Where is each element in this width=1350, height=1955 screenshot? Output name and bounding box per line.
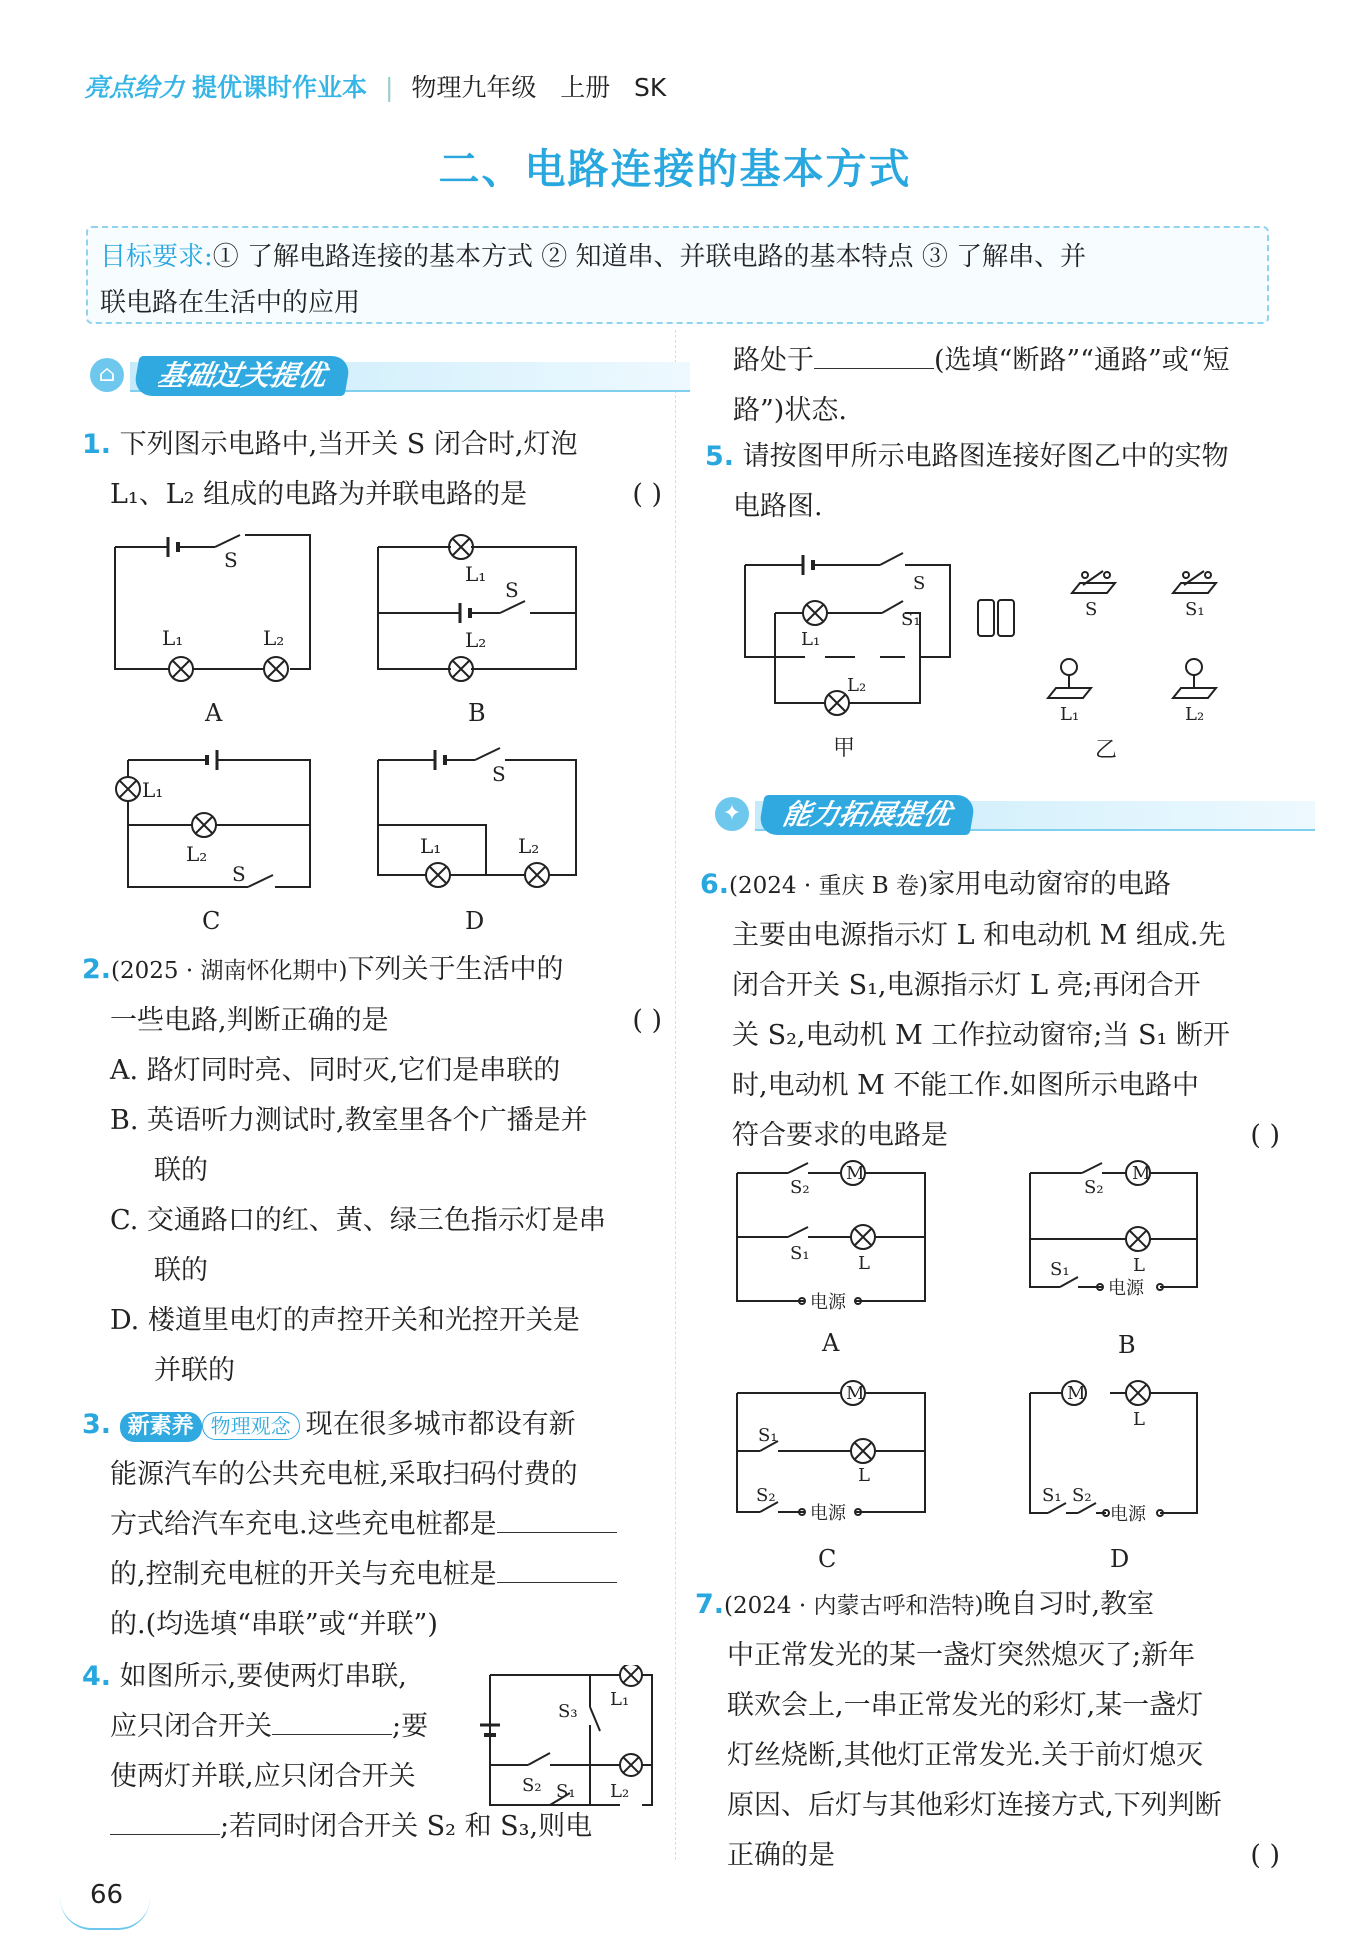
option-text-cont: 并联的 [154,1355,235,1386]
lamp-icon: ✦ [715,797,749,831]
q6-circuit-figures [730,1155,1250,1575]
label-S: S [1085,599,1098,620]
label-L1: L₁ [610,1689,630,1710]
goals-box [86,226,1269,324]
question-number: 4. [82,1661,112,1692]
goals-line-1: ① 了解电路连接的基本方式 ② 知道串、并联电路的基本特点 ③ 了解串、并 [212,242,1087,272]
option-A: A [822,1329,840,1357]
house-icon: ⌂ [90,358,124,392]
section-title-basic: 基础过关提优 [132,356,351,396]
option-key: D. [110,1305,140,1336]
q6-text-1: 家用电动窗帘的电路 [927,869,1171,900]
series-name: 提优课时作业本 [191,73,367,102]
subject: 物理九年级 [411,73,537,102]
answer-paren: ( ) [1250,1120,1280,1151]
q4-text-2b: ;要 [392,1711,429,1742]
option-B: B [1118,1331,1136,1359]
answer-blank[interactable] [497,1550,617,1583]
question-4-continued [705,336,1285,436]
option-B: B [468,699,486,727]
label-L2: L₂ [263,626,285,650]
question-7 [695,1580,1280,1881]
label-S2: S₂ [1084,1177,1104,1198]
label-S1: S₁ [790,1243,810,1264]
label-S1: S₁ [758,1425,778,1446]
power-label: 电源 [810,1292,846,1313]
question-2 [82,945,662,1396]
label-L2: L₂ [518,834,540,858]
caption-yi: 乙 [1095,738,1118,763]
motor-M: M [846,1163,865,1184]
label-S1: S₁ [1185,599,1205,620]
running-header: 亮点给力 提优课时作业本 | 物理九年级 上册 SK [84,73,667,102]
goals-line-2: 联电路在生活中的应用 [100,288,361,318]
question-5 [705,432,1285,532]
q2-option-C [82,1196,662,1246]
tag-physics-concept: 物理观念 [202,1412,300,1440]
label-S2: S₂ [756,1485,776,1506]
option-C: C [202,907,221,935]
option-key: C. [110,1205,139,1236]
q7-text-2: 中正常发光的某一盏灯突然熄灭了;新年 [727,1640,1196,1671]
question-number: 7. [695,1589,725,1620]
label-S1: S₁ [1050,1259,1070,1280]
option-key: A. [110,1055,139,1086]
tag-new-literacy: 新素养 [120,1412,202,1442]
q7-text-6: 正确的是 [727,1840,835,1871]
answer-blank[interactable] [497,1500,617,1533]
label-L: L [858,1253,870,1274]
q2-text-1: 下列关于生活中的 [347,954,564,985]
label-L1: L₁ [162,626,184,650]
label-S1: S₁ [901,609,921,630]
q5-figures [735,545,1255,770]
option-D: D [1110,1545,1130,1573]
option-key: B. [110,1105,139,1136]
q7-text-4: 灯丝烧断,其他灯正常发光.关于前灯熄灭 [727,1740,1204,1771]
q7-text-5: 原因、后灯与其他彩灯连接方式,下列判断 [727,1790,1222,1821]
label-S: S [492,762,506,786]
q7-source: (2024 · 内蒙古呼和浩特) [724,1593,984,1619]
q6-text-2: 主要由电源指示灯 L 和电动机 M 组成.先 [732,920,1226,951]
page-number: 66 [90,1880,124,1910]
label-L2: L₂ [610,1781,630,1802]
brand-logo: 亮点给力 [84,73,185,102]
q2-option-A [82,1046,662,1096]
answer-paren: ( ) [1250,1840,1280,1871]
section-title-extend: 能力拓展提优 [757,795,976,835]
q1-text-1: 下列图示电路中,当开关 S 闭合时,灯泡 [119,429,578,460]
label-S: S [913,573,926,594]
option-text-cont: 联的 [154,1255,208,1286]
q4-cont-1b: (选填“断路”“通路”或“短 [934,345,1230,376]
q5-text-2: 电路图. [733,491,823,522]
option-text: 路灯同时亮、同时灭,它们是串联的 [146,1055,561,1086]
label-S: S [232,862,246,886]
q3-text-5: 的.(均选填“串联”或“并联”) [110,1609,438,1640]
label-L2: L₂ [465,628,487,652]
label-L1: L₁ [465,562,487,586]
option-text: 英语听力测试时,教室里各个广播是并 [147,1105,588,1136]
q3-text-2: 能源汽车的公共充电桩,采取扫码付费的 [110,1459,578,1490]
label-L: L [1133,1255,1145,1276]
q2-text-2: 一些电路,判断正确的是 [110,1005,389,1036]
question-number: 3. [82,1409,112,1440]
label-S2: S₂ [790,1177,810,1198]
caption-jia: 甲 [833,736,856,761]
option-A: A [205,699,223,727]
q2-option-D [82,1296,662,1346]
q3-text-1: 现在很多城市都设有新 [305,1409,576,1440]
section-header-basic [90,356,690,396]
answer-paren: ( ) [632,1005,662,1036]
answer-blank[interactable] [110,1802,220,1835]
answer-blank[interactable] [814,336,934,369]
q4-text-2a: 应只闭合开关 [110,1711,272,1742]
q6-text-4: 关 S₂,电动机 M 工作拉动窗帘;当 S₁ 断开 [732,1020,1230,1051]
q4-text-3: 使两灯并联,应只闭合开关 [110,1761,416,1792]
q1-text-2: L₁、L₂ 组成的电路为并联电路的是 [110,479,528,510]
q3-text-4: 的,控制充电桩的开关与充电桩是 [110,1559,497,1590]
q4-text-4: ;若同时闭合开关 S₂ 和 S₃,则电 [220,1811,593,1842]
option-C: C [818,1545,837,1573]
label-L: L [1133,1409,1145,1430]
q5-text-1: 请按图甲所示电路图连接好图乙中的实物 [742,441,1229,472]
question-6 [700,860,1280,1161]
motor-M: M [1067,1383,1086,1404]
q2-source: (2025 · 湖南怀化期中) [111,958,348,984]
goals-label: 目标要求: [100,242,213,272]
power-label: 电源 [1108,1278,1144,1299]
power-label: 电源 [1110,1504,1146,1525]
power-label: 电源 [810,1503,846,1524]
option-D: D [465,907,485,935]
edition: SK [634,73,667,102]
q4-cont-1a: 路处于 [733,345,814,376]
label-L1: L₁ [801,629,821,650]
label-L2: L₂ [186,842,208,866]
answer-blank[interactable] [272,1702,392,1735]
q6-source: (2024 · 重庆 B 卷) [729,873,928,899]
option-text-cont: 联的 [154,1155,208,1186]
answer-paren: ( ) [632,479,662,510]
motor-M: M [846,1383,865,1404]
section-header-extend [715,795,1315,835]
q7-text-1: 晚自习时,教室 [983,1589,1155,1620]
label-S3: S₃ [558,1701,578,1722]
label-L1: L₁ [1060,704,1080,725]
q6-text-3: 闭合开关 S₁,电源指示灯 L 亮;再闭合开 [732,970,1201,1001]
q4-circuit-figure [470,1665,660,1815]
label-L1: L₁ [420,834,442,858]
label-L2: L₂ [847,675,867,696]
motor-M: M [1132,1163,1151,1184]
option-text: 楼道里电灯的声控开关和光控开关是 [147,1305,580,1336]
q2-option-B [82,1096,662,1146]
label-S1: S₁ [1042,1485,1062,1506]
label-L2: L₂ [1185,704,1205,725]
label-S: S [224,548,238,572]
question-1 [82,420,662,520]
question-number: 1. [82,429,112,460]
q4-text-1: 如图所示,要使两灯串联, [119,1661,407,1692]
label-S2: S₂ [522,1775,542,1796]
volume: 上册 [560,73,611,102]
q6-text-6: 符合要求的电路是 [732,1120,948,1151]
label-S2: S₂ [1072,1485,1092,1506]
label-L1: L₁ [142,778,164,802]
q4-cont-2: 路”)状态. [733,395,847,426]
label-L: L [858,1465,870,1486]
q3-text-3: 方式给汽车充电.这些充电桩都是 [110,1509,497,1540]
question-number: 5. [705,441,735,472]
label-S1: S₁ [556,1781,576,1802]
option-text: 交通路口的红、黄、绿三色指示灯是串 [146,1205,606,1236]
label-S: S [505,578,519,602]
q1-circuit-figures [100,525,600,935]
question-3 [82,1400,662,1650]
page-title: 二、电路连接的基本方式 [438,145,912,193]
q6-text-5: 时,电动机 M 不能工作.如图所示电路中 [732,1070,1199,1101]
question-number: 2. [82,954,112,985]
column-divider [675,330,677,1860]
question-number: 6. [700,869,730,900]
q7-text-3: 联欢会上,一串正常发光的彩灯,某一盏灯 [727,1690,1204,1721]
